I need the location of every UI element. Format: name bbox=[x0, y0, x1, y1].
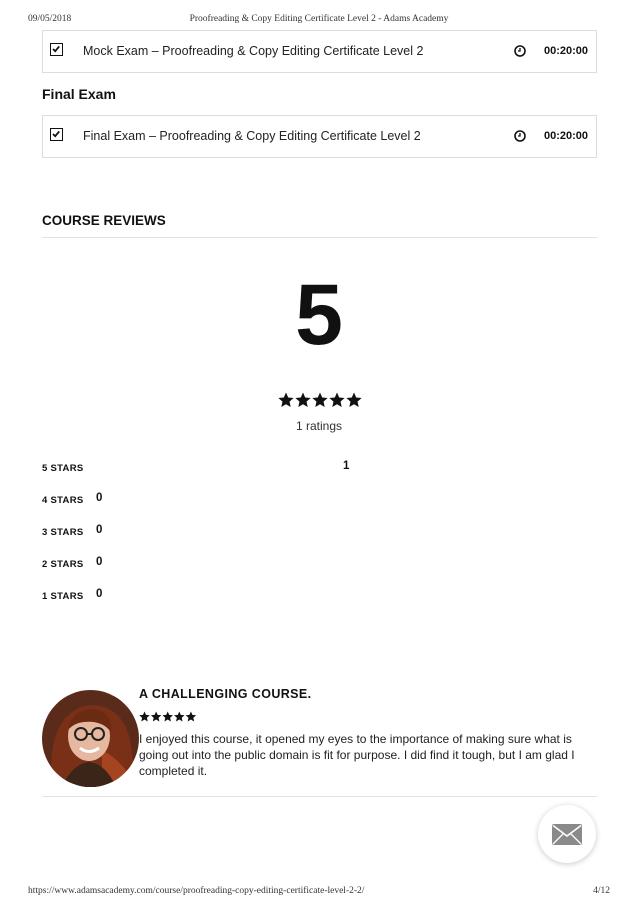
lesson-item-final-exam[interactable] bbox=[42, 115, 597, 158]
star-icon bbox=[151, 712, 161, 722]
rating-row-label: 5 STARS bbox=[42, 463, 84, 474]
ratings-count: 1 ratings bbox=[295, 419, 343, 433]
rating-row-label: 4 STARS bbox=[42, 495, 84, 506]
lesson-item-mock-exam[interactable] bbox=[42, 30, 597, 73]
rating-row-count: 0 bbox=[96, 492, 103, 504]
average-stars bbox=[278, 392, 362, 410]
star-icon bbox=[162, 712, 172, 722]
star-icon bbox=[295, 393, 310, 407]
rating-row-label: 1 STARS bbox=[42, 591, 84, 602]
rating-row-label: 3 STARS bbox=[42, 527, 84, 538]
star-icon bbox=[139, 712, 149, 722]
star-icon bbox=[174, 712, 184, 722]
course-reviews-heading: COURSE REVIEWS bbox=[42, 213, 166, 228]
rating-row-count: 0 bbox=[96, 524, 103, 536]
review-stars bbox=[139, 711, 197, 724]
star-icon bbox=[346, 393, 361, 407]
section-heading-final-exam: Final Exam bbox=[42, 86, 116, 102]
lesson-duration: 00:20:00 bbox=[543, 45, 588, 57]
review-body: I enjoyed this course, it opened my eyes to the importance of making sure what is going out into the public domain is fit for purpose. I did find it tough, but I am glad I completed it. bbox=[139, 732, 575, 778]
print-date: 09/05/2018 bbox=[28, 14, 72, 24]
rating-row-label: 2 STARS bbox=[42, 559, 84, 570]
rating-row-count: 0 bbox=[96, 556, 103, 568]
reviewer-avatar bbox=[42, 690, 139, 787]
lesson-duration: 00:20:00 bbox=[543, 130, 588, 142]
print-title: Proofreading & Copy Editing Certificate Level 2 - Adams Academy bbox=[189, 14, 449, 24]
star-icon bbox=[312, 393, 327, 407]
envelope-icon bbox=[552, 824, 582, 845]
star-icon bbox=[278, 393, 293, 407]
print-url: https://www.adamsacademy.com/course/proofreading-copy-editing-certificate-level-2-2/ bbox=[28, 886, 365, 896]
quiz-checkbox-icon bbox=[50, 128, 63, 141]
quiz-checkbox-icon bbox=[50, 43, 63, 56]
clock-icon bbox=[514, 45, 526, 57]
star-icon bbox=[329, 393, 344, 407]
contact-mail-button[interactable] bbox=[538, 805, 596, 863]
star-icon bbox=[186, 712, 196, 722]
page-number: 4/12 bbox=[593, 886, 610, 896]
divider bbox=[42, 237, 597, 238]
divider bbox=[42, 796, 597, 797]
clock-icon bbox=[514, 130, 526, 142]
lesson-title: Mock Exam – Proofreading & Copy Editing Certificate Level 2 bbox=[83, 44, 424, 58]
lesson-title: Final Exam – Proofreading & Copy Editing Certificate Level 2 bbox=[83, 129, 421, 143]
rating-row-count: 1 bbox=[343, 460, 350, 472]
average-rating: 5 bbox=[295, 267, 343, 363]
rating-row-count: 0 bbox=[96, 588, 103, 600]
review-title: A CHALLENGING COURSE. bbox=[139, 687, 312, 701]
